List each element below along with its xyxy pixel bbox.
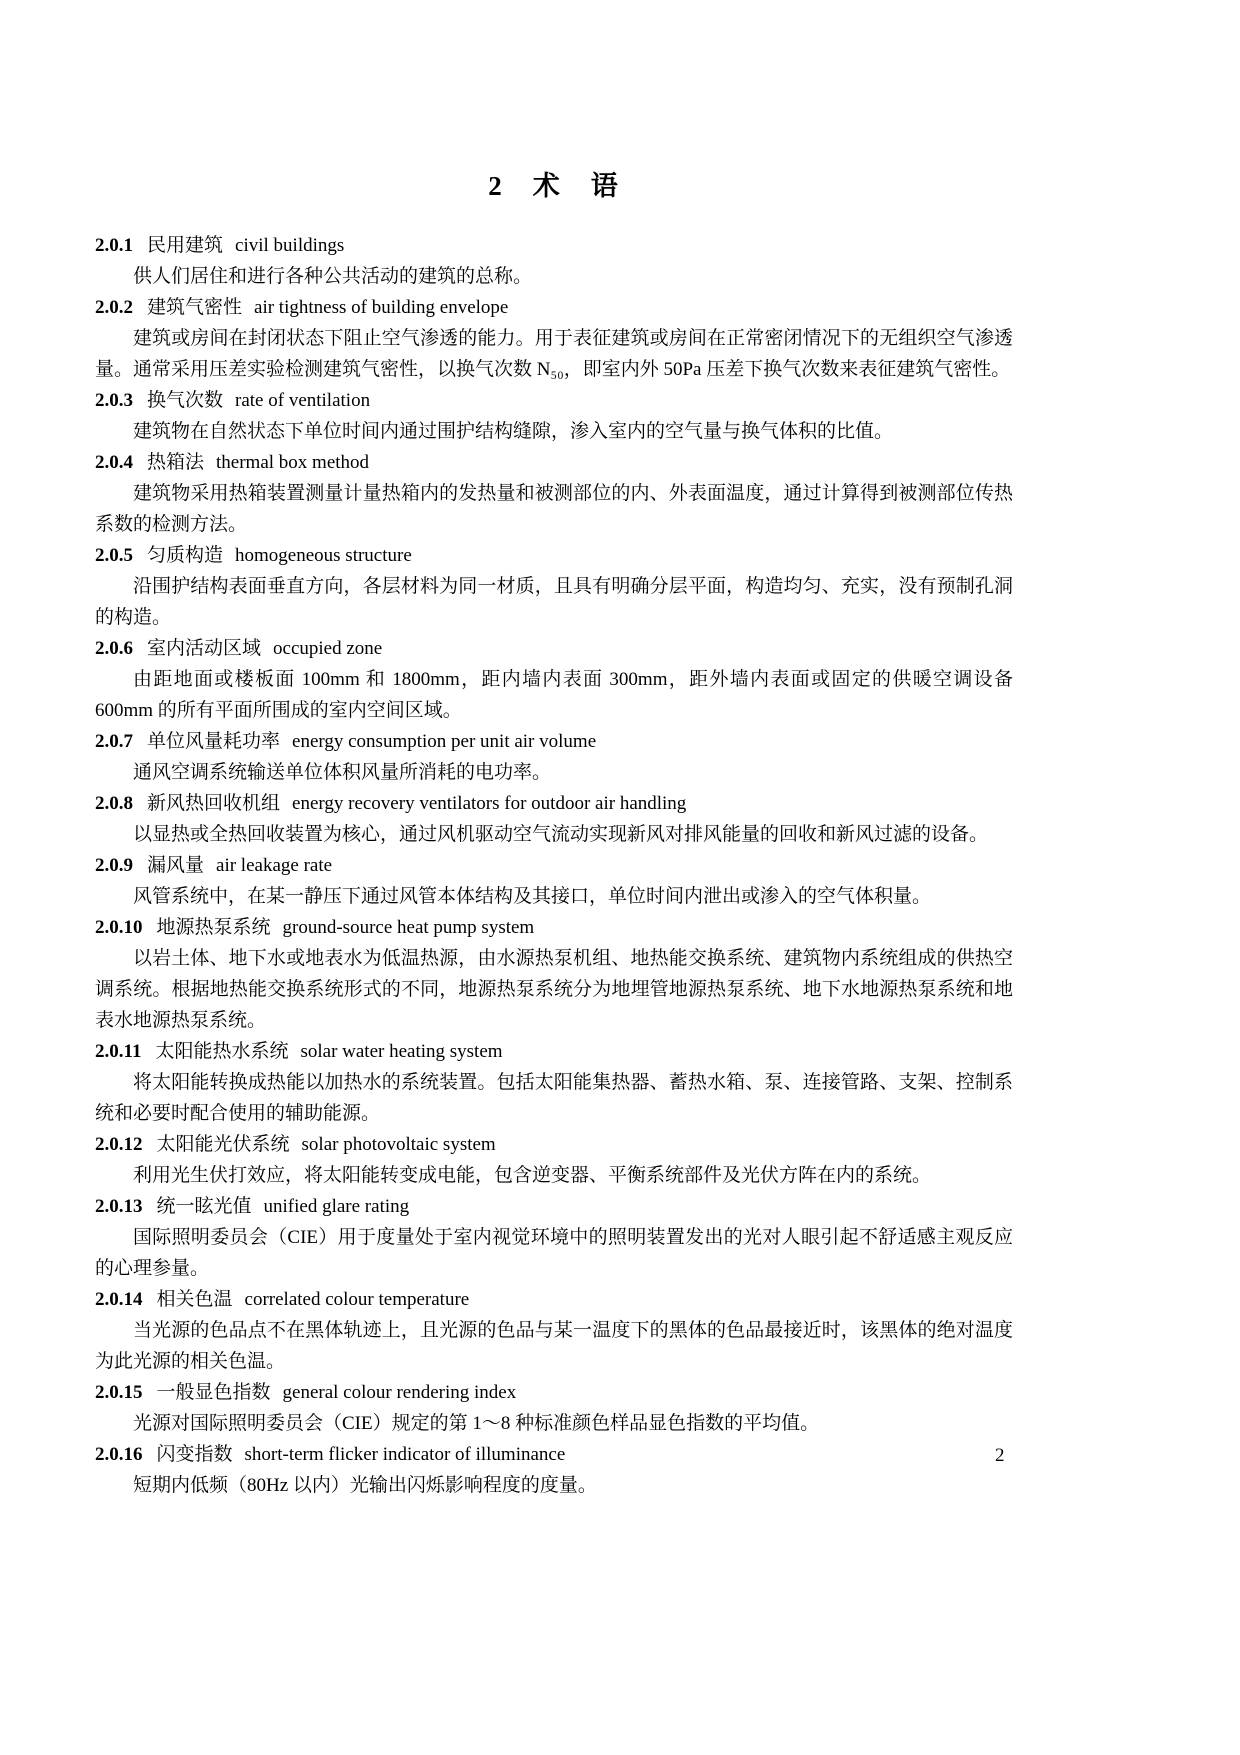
term-english: ground-source heat pump system [282, 917, 535, 938]
term-heading [95, 1191, 1013, 1222]
term-english: air leakage rate [216, 855, 333, 876]
term-english: civil buildings [235, 235, 345, 256]
term-entry [95, 1284, 1013, 1377]
term-entry [95, 230, 1013, 292]
term-definition: 短期内低频（80Hz 以内）光输出闪烁影响程度的度量。 [133, 1475, 597, 1496]
term-heading [95, 726, 1013, 757]
page-number: 2 [995, 1445, 1005, 1466]
term-heading [95, 447, 1013, 478]
term-chinese: 建筑气密性 [147, 297, 243, 318]
term-english: short-term flicker indicator of illuminance [244, 1444, 566, 1465]
term-heading [95, 1129, 1013, 1160]
term-number: 2.0.5 [95, 545, 133, 566]
term-heading [95, 1284, 1013, 1315]
term-entry [95, 912, 1013, 1036]
term-heading [95, 230, 1013, 261]
term-chinese: 相关色温 [156, 1289, 233, 1310]
term-number: 2.0.10 [95, 917, 143, 938]
term-entry [95, 385, 1013, 447]
term-entry [95, 788, 1013, 850]
term-heading [95, 292, 1013, 323]
term-chinese: 民用建筑 [147, 235, 224, 256]
term-number: 2.0.6 [95, 638, 133, 659]
term-definition: 将太阳能转换成热能以加热水的系统装置。包括太阳能集热器、蓄热水箱、泵、连接管路、支架、控制系统和必要时配合使用的辅助能源。 [95, 1072, 1013, 1124]
term-definition: 建筑物在自然状态下单位时间内通过围护结构缝隙，渗入室内的空气量与换气体积的比值。 [133, 421, 894, 442]
term-definition: 通风空调系统输送单位体积风量所消耗的电功率。 [133, 762, 552, 783]
term-chinese: 统一眩光值 [156, 1196, 252, 1217]
term-number: 2.0.8 [95, 793, 133, 814]
term-chinese: 闪变指数 [156, 1444, 233, 1465]
term-number: 2.0.16 [95, 1444, 143, 1465]
term-heading [95, 788, 1013, 819]
term-entry [95, 726, 1013, 788]
terms-list [95, 230, 1013, 1501]
term-definition: 由距地面或楼板面 100mm 和 1800mm，距内墙内表面 300mm，距外墙内表面或固定的供暖空调设备 600mm 的所有平面所围成的室内空间区域。 [95, 669, 1013, 721]
term-heading [95, 912, 1013, 943]
term-entry [95, 633, 1013, 726]
term-number: 2.0.14 [95, 1289, 143, 1310]
term-english: homogeneous structure [235, 545, 412, 566]
term-chinese: 换气次数 [147, 390, 224, 411]
term-number: 2.0.9 [95, 855, 133, 876]
term-chinese: 太阳能光伏系统 [156, 1134, 290, 1155]
term-chinese: 新风热回收机组 [147, 793, 281, 814]
term-heading [95, 385, 1013, 416]
term-english: correlated colour temperature [244, 1289, 470, 1310]
term-number: 2.0.2 [95, 297, 133, 318]
term-definition: 国际照明委员会（CIE）用于度量处于室内视觉环境中的照明装置发出的光对人眼引起不舒适感主观反应的心理参量。 [95, 1227, 1013, 1279]
term-number: 2.0.7 [95, 731, 133, 752]
term-english: occupied zone [273, 638, 383, 659]
term-definition: 供人们居住和进行各种公共活动的建筑的总称。 [133, 266, 533, 287]
term-number: 2.0.12 [95, 1134, 143, 1155]
term-heading [95, 1377, 1013, 1408]
term-heading [95, 540, 1013, 571]
term-entry [95, 447, 1013, 540]
term-chinese: 室内活动区域 [147, 638, 262, 659]
term-number: 2.0.11 [95, 1041, 142, 1062]
term-entry [95, 1036, 1013, 1129]
term-chinese: 单位风量耗功率 [147, 731, 281, 752]
term-heading [95, 1036, 1013, 1067]
term-chinese: 匀质构造 [147, 545, 224, 566]
term-english: air tightness of building envelope [254, 297, 509, 318]
term-number: 2.0.13 [95, 1196, 143, 1217]
term-heading [95, 850, 1013, 881]
term-definition: 以显热或全热回收装置为核心，通过风机驱动空气流动实现新风对排风能量的回收和新风过滤的设备。 [133, 824, 989, 845]
term-english: solar water heating system [300, 1041, 503, 1062]
term-chinese: 热箱法 [147, 452, 205, 473]
term-number: 2.0.4 [95, 452, 133, 473]
term-english: general colour rendering index [282, 1382, 517, 1403]
term-definition: 光源对国际照明委员会（CIE）规定的第 1～8 种标准颜色样品显色指数的平均值。 [133, 1413, 820, 1434]
term-chinese: 漏风量 [147, 855, 205, 876]
term-entry [95, 1439, 1013, 1501]
term-entry [95, 1377, 1013, 1439]
term-english: rate of ventilation [235, 390, 371, 411]
term-english: energy consumption per unit air volume [292, 731, 597, 752]
term-english: thermal box method [216, 452, 370, 473]
term-definition: 建筑或房间在封闭状态下阻止空气渗透的能力。用于表征建筑或房间在正常密闭情况下的无组织空气渗透量。通常采用压差实验检测建筑气密性，以换气次数 N₅₀，即室内外 50Pa 压差下换气次数来表征建筑气密性。 [95, 328, 1013, 380]
term-heading [95, 633, 1013, 664]
term-entry [95, 1191, 1013, 1284]
term-definition: 当光源的色品点不在黑体轨迹上，且光源的色品与某一温度下的黑体的色品最接近时，该黑体的绝对温度为此光源的相关色温。 [95, 1320, 1013, 1372]
term-definition: 以岩土体、地下水或地表水为低温热源，由水源热泵机组、地热能交换系统、建筑物内系统组成的供热空调系统。根据地热能交换系统形式的不同，地源热泵系统分为地埋管地源热泵系统、地下水地源热泵系统和地表水地源热泵系统。 [95, 948, 1013, 1031]
term-entry [95, 1129, 1013, 1191]
term-english: energy recovery ventilators for outdoor air handling [292, 793, 687, 814]
term-chinese: 太阳能热水系统 [155, 1041, 289, 1062]
term-english: solar photovoltaic system [301, 1134, 496, 1155]
term-english: unified glare rating [263, 1196, 410, 1217]
term-heading [95, 1439, 1013, 1470]
term-definition: 沿围护结构表面垂直方向，各层材料为同一材质，且具有明确分层平面，构造均匀、充实，没有预制孔洞的构造。 [95, 576, 1013, 628]
term-definition: 风管系统中，在某一静压下通过风管本体结构及其接口，单位时间内泄出或渗入的空气体积量。 [133, 886, 932, 907]
term-entry [95, 850, 1013, 912]
term-number: 2.0.3 [95, 390, 133, 411]
page-title: 2 术 语 [488, 171, 620, 201]
term-chinese: 地源热泵系统 [156, 917, 271, 938]
term-chinese: 一般显色指数 [156, 1382, 271, 1403]
term-definition: 建筑物采用热箱装置测量计量热箱内的发热量和被测部位的内、外表面温度，通过计算得到被测部位传热系数的检测方法。 [95, 483, 1013, 535]
term-definition: 利用光生伏打效应，将太阳能转变成电能，包含逆变器、平衡系统部件及光伏方阵在内的系统。 [133, 1165, 932, 1186]
term-entry [95, 540, 1013, 633]
term-entry [95, 292, 1013, 385]
term-number: 2.0.1 [95, 235, 133, 256]
term-number: 2.0.15 [95, 1382, 143, 1403]
